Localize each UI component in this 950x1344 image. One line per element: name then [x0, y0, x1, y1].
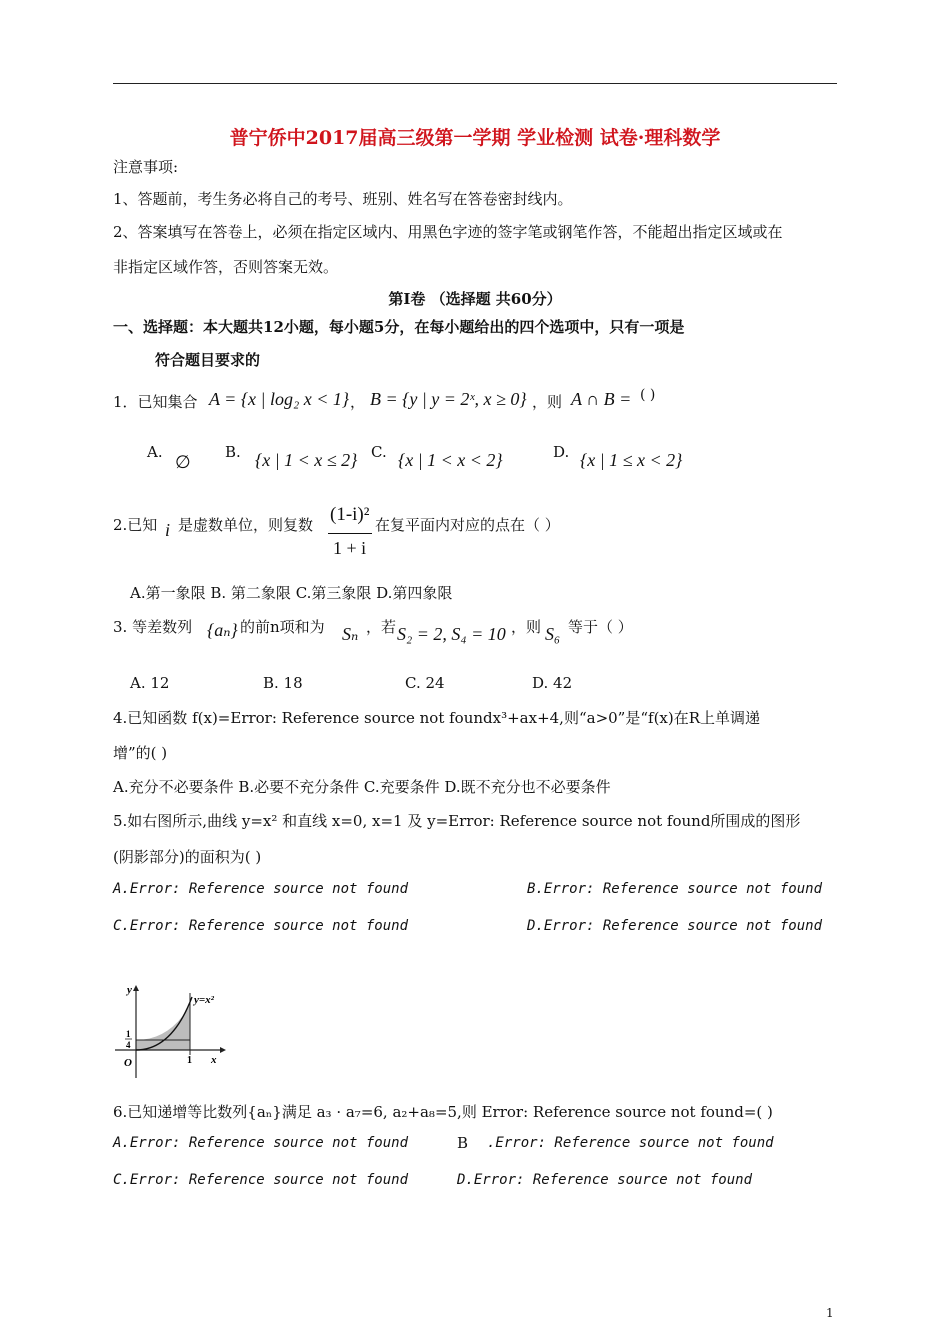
q5-option-d: D.Error: Reference source not found [527, 918, 823, 934]
frac-numerator: 1 [126, 1029, 131, 1039]
q6-option-c: C.Error: Reference source not found [113, 1172, 409, 1188]
q1-then: ，则 [532, 393, 563, 411]
q1-stem: 1．已知集合 [113, 393, 198, 411]
q1-option-d: {x | 1 ≤ x < 2} [580, 450, 683, 470]
q1-option-c: {x | 1 < x < 2} [398, 450, 503, 470]
q2-fraction-denominator: 1 + i [333, 538, 367, 558]
q1-option-d-label: D. [553, 443, 570, 461]
q6-option-a: A.Error: Reference source not found [113, 1135, 409, 1151]
q1-answer-paren: ( ) [640, 387, 656, 403]
y-axis-arrow [133, 985, 139, 991]
notice-item-2: 2、答案填写在答卷上，必须在指定区域内、用黑色字迹的签字笔或钢笔作答，不能超出指定区域或在 [113, 223, 783, 241]
q1-option-c-label: C. [371, 443, 387, 461]
section-heading: 第Ⅰ卷 （选择题 共60分） [388, 290, 562, 308]
q3-option-c: C. 24 [405, 674, 445, 692]
section-instructions-cont: 符合题目要求的 [155, 351, 261, 369]
q1-option-a: ∅ [175, 452, 191, 472]
q3-stem-b: 的前n项和为 [240, 618, 325, 636]
q4-options: A.充分不必要条件 B.必要不充分条件 C.充要条件 D.既不充分也不必要条件 [113, 778, 611, 796]
q3-condition: S₂ = 2, S₄ = 10 [397, 624, 506, 644]
q1-option-b: {x | 1 < x ≤ 2} [255, 450, 358, 470]
q3-s6: S₆ [545, 624, 561, 644]
q3-stem-d: ，则 [511, 618, 542, 636]
q3-stem-a: 3. 等差数列 [113, 618, 193, 636]
q5-stem-cont: (阴影部分)的面积为( ) [113, 848, 262, 866]
q5-option-a: A.Error: Reference source not found [113, 881, 409, 897]
q4-stem-cont: 增”的( ) [113, 744, 168, 762]
exam-title: 普宁侨中2017届高三级第一学期 学业检测 试卷·理科数学 [229, 127, 721, 149]
y-axis-label: y [127, 984, 132, 996]
notice-item-1: 1、答题前，考生务必将自己的考号、班别、姓名写在答卷密封线内。 [113, 190, 573, 208]
q2-fraction-bar [328, 533, 372, 534]
page-number: 1 [826, 1306, 834, 1320]
q5-stem: 5.如右图所示,曲线 y=x² 和直线 x=0, x=1 及 y=Error: Reference source not found所围成的图形 [113, 812, 801, 830]
q6-option-b: .Error: Reference source not found [487, 1135, 774, 1151]
origin-label: O [124, 1057, 132, 1069]
q3-option-d: D. 42 [532, 674, 573, 692]
x-axis-label: x [211, 1054, 217, 1066]
q1-option-a-label: A. [147, 443, 163, 461]
x-axis-arrow [220, 1047, 226, 1053]
q6-option-b-label: B [457, 1134, 469, 1152]
q2-stem-b: 是虚数单位，则复数 [178, 516, 314, 534]
q1-set-a: A = {x | log₂ x < 1} [209, 389, 350, 409]
curve-label: y=x² [194, 994, 214, 1006]
q1-option-b-label: B. [225, 443, 241, 461]
shaded-region [136, 1005, 190, 1050]
section-instructions: 一、选择题：本大题共12小题，每小题5分，在每小题给出的四个选项中，只有一项是 [113, 318, 685, 336]
q3-option-b: B. 18 [263, 674, 303, 692]
x-one-label: 1 [187, 1055, 192, 1066]
q6-stem: 6.已知递增等比数列{aₙ}满足 a₃ · a₇=6, a₂+a₈=5,则 Error: Reference source not found=( ) [113, 1103, 773, 1121]
q6-option-d: D.Error: Reference source not found [457, 1172, 753, 1188]
q3-sequence: {aₙ} [207, 620, 238, 640]
frac-denominator: 4 [126, 1040, 131, 1050]
q3-sn: Sₙ [342, 624, 359, 644]
q5-option-b: B.Error: Reference source not found [527, 881, 823, 897]
q4-stem: 4.已知函数 f(x)=Error: Reference source not foundx³+ax+4,则“a>0”是“f(x)在R上单调递 [113, 709, 761, 727]
q1-set-b: B = {y | y = 2ˣ, x ≥ 0} [370, 389, 527, 409]
q2-fraction-numerator: (1-i)² [330, 504, 370, 525]
q3-option-a: A. 12 [130, 674, 170, 692]
q1-expr: A ∩ B = [571, 389, 632, 409]
q3-stem-e: 等于（ ） [568, 618, 633, 636]
q5-figure [110, 983, 240, 1083]
q2-imaginary-unit: i [165, 520, 171, 540]
q5-option-c: C.Error: Reference source not found [113, 918, 409, 934]
q3-stem-c: ，若 [366, 618, 397, 636]
notice-heading: 注意事项: [113, 158, 179, 176]
q2-options: A.第一象限 B. 第二象限 C.第三象限 D.第四象限 [130, 584, 453, 602]
q1-comma: ， [350, 393, 366, 411]
q2-stem-a: 2.已知 [113, 516, 158, 534]
q2-stem-c: 在复平面内对应的点在（ ） [375, 516, 560, 534]
notice-item-2-cont: 非指定区域作答，否则答案无效。 [113, 258, 339, 276]
header-rule [113, 83, 837, 84]
